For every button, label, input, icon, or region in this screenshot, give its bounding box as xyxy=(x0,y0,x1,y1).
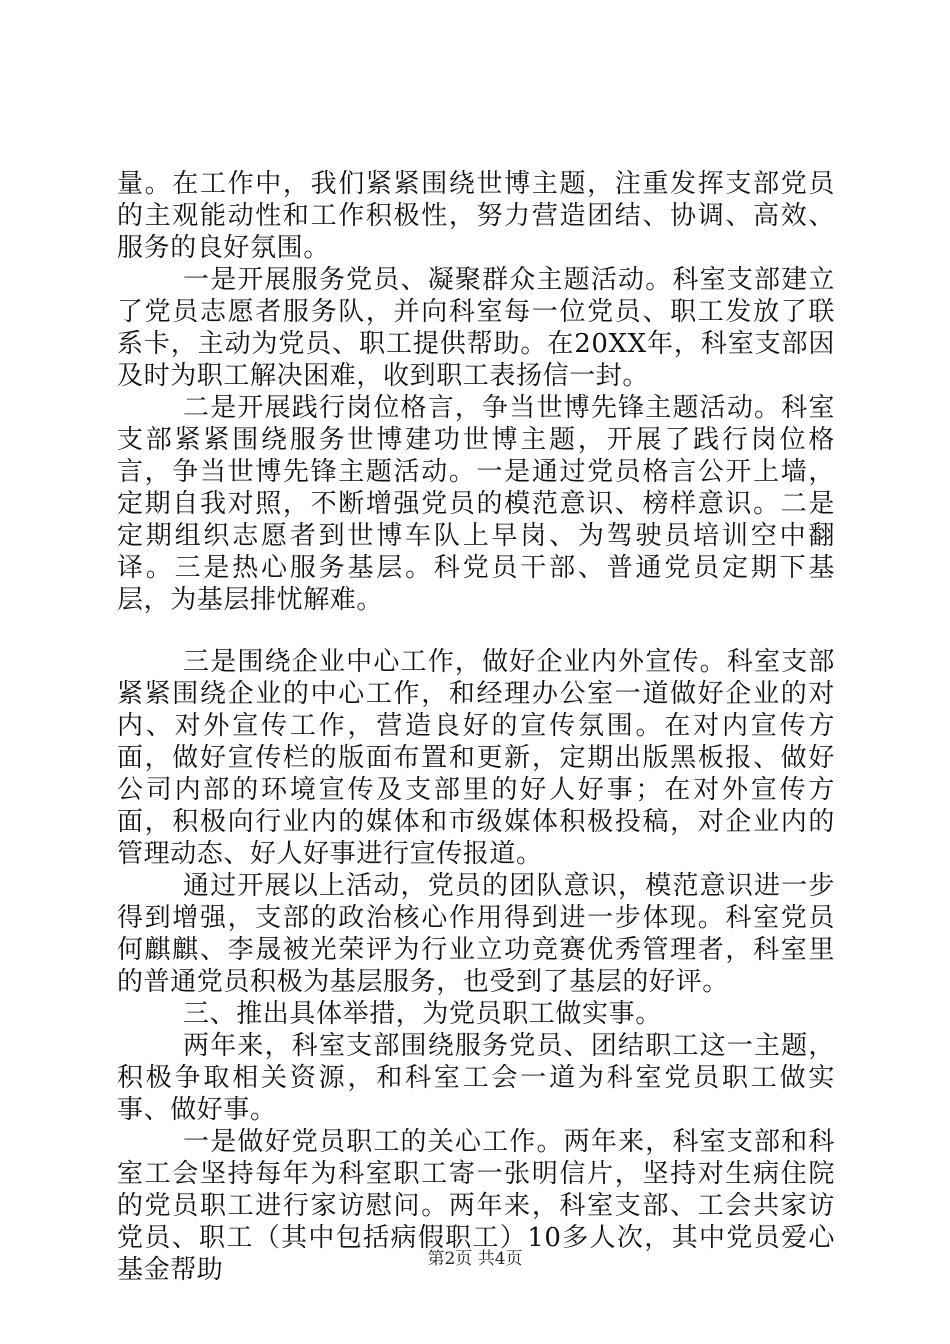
document-body xyxy=(117,168,835,1286)
paragraph-results: 通过开展以上活动，党员的团队意识，模范意识进一步得到增强，支部的政治核心作用得到进一步体现。科室党员何麒麒、李晟被光荣评为行业立功竞赛优秀管理者，科室里的普通党员积极为基层服务，也受到了基层的好评。 xyxy=(117,871,835,997)
paragraph-care-work: 一是做好党员职工的关心工作。两年来，科室支部和科室工会坚持每年为科室职工寄一张明信片，坚持对生病住院的党员职工进行家访慰问。两年来，科室支部、工会共家访党员、职工（其中包括病假职工）10多人次，其中党员爱心基金帮助 xyxy=(117,1127,835,1285)
paragraph-publicity: 三是围绕企业中心工作，做好企业内外宣传。科室支部紧紧围绕企业的中心工作，和经理办公室一道做好企业的对内、对外宣传工作，营造良好的宣传氛围。在对内宣传方面，做好宣传栏的版面布置和更新，定期出版黑板报、做好公司内部的环境宣传及支部里的好人好事；在对外宣传方面，积极向行业内的媒体和市级媒体积极投稿，对企业内的管理动态、好人好事进行宣传报道。 xyxy=(117,647,835,869)
section-heading-three: 三、推出具体举措，为党员职工做实事。 xyxy=(183,999,662,1029)
paragraph-two-years: 两年来，科室支部围绕服务党员、团结职工这一主题，积极争取相关资源，和科室工会一道为科室党员职工做实事、做好事。 xyxy=(117,1031,835,1125)
paragraph-service-activity: 一是开展服务党员、凝聚群众主题活动。科室支部建立了党员志愿者服务队，并向科室每一位党员、职工发放了联系卡，主动为党员、职工提供帮助。在20XX年，科室支部因及时为职工解决困难，收到职工表扬信一封。 xyxy=(117,265,835,391)
page-footer: 第2页 共4页 xyxy=(427,1249,523,1269)
paragraph-gap xyxy=(117,616,835,646)
paragraph-expo-pioneer: 二是开展践行岗位格言，争当世博先锋主题活动。科室支部紧紧围绕服务世博建功世博主题，开展了践行岗位格言，争当世博先锋主题活动。一是通过党员格言公开上墙，定期自我对照，不断增强党员的模范意识、榜样意识。二是定期组织志愿者到世博车队上早岗、为驾驶员培训空中翻译。三是热心服务基层。科党员干部、普通党员定期下基层，为基层排忧解难。 xyxy=(117,393,835,615)
paragraph-continuation: 量。在工作中，我们紧紧围绕世博主题，注重发挥支部党员的主观能动性和工作积极性，努力营造团结、协调、高效、服务的良好氛围。 xyxy=(117,169,835,263)
